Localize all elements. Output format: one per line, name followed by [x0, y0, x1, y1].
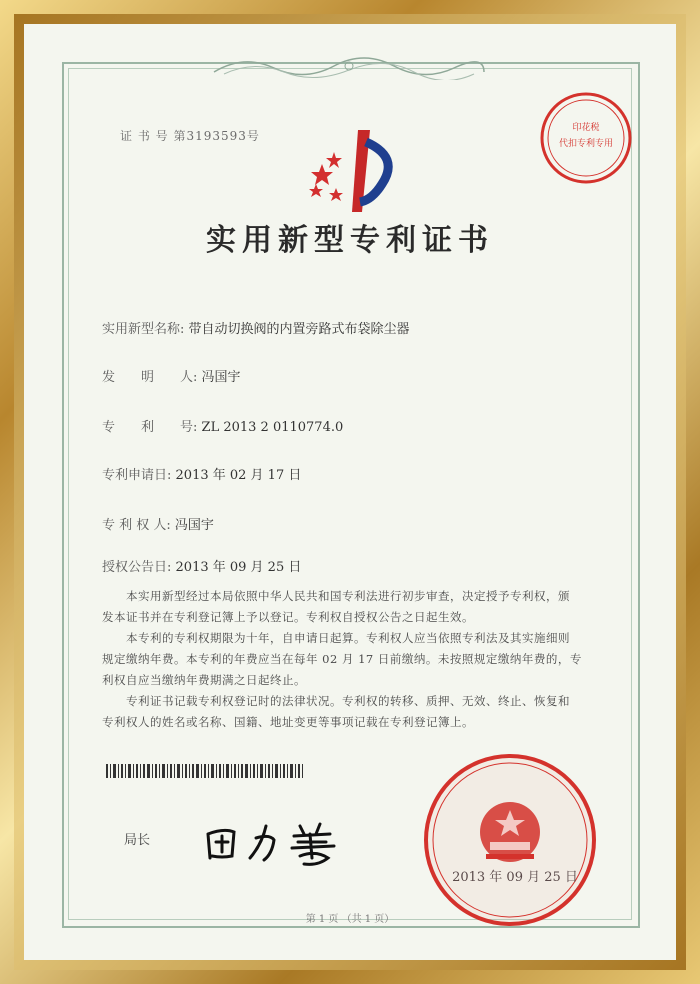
signature-icon [200, 812, 400, 872]
field-value: 带自动切换阀的内置旁路式布袋除尘器 [188, 322, 410, 337]
field-label: 实用新型名称: [102, 322, 185, 337]
director-label: 局长 [124, 833, 151, 848]
ornament-scroll-icon [204, 54, 494, 80]
field-label: 专 利 号: [102, 420, 198, 435]
field-grant-date [102, 556, 301, 575]
field-application-date [102, 464, 301, 483]
field-patent-number [102, 416, 343, 435]
field-value: 冯国宇 [201, 370, 241, 385]
body-line: 本实用新型经过本局依照中华人民共和国专利法进行初步审查，决定授予专利权，颁 [102, 589, 570, 603]
field-label: 专利申请日: [102, 468, 172, 483]
field-inventor [102, 366, 241, 385]
field-label: 发 明 人: [102, 370, 198, 385]
body-line: 专利证书记载专利权登记时的法律状况。专利权的转移、质押、无效、终止、恢复和 [102, 694, 570, 708]
certificate-body [102, 586, 602, 733]
certificate-title: 实用新型专利证书 [206, 223, 494, 258]
barcode-icon [106, 764, 306, 778]
page-number: 第 1 页 （共 1 页） [305, 914, 395, 925]
certificate-number: 证 书 号 第3193593号 [120, 129, 260, 143]
patent-office-logo-icon [300, 122, 400, 222]
field-value: ZL 2013 2 0110774.0 [201, 420, 344, 435]
field-value: 冯国宇 [174, 518, 214, 533]
certificate-paper [24, 24, 676, 960]
svg-text:代扣专利专用: 代扣专利专用 [558, 139, 614, 149]
body-line: 本专利的专利权期限为十年，自申请日起算。专利权人应当依照专利法及其实施细则 [102, 631, 570, 645]
field-value: 2013 年 09 月 25 日 [175, 560, 302, 575]
body-line: 发本证书并在专利登记簿上予以登记。专利权自授权公告之日起生效。 [102, 610, 474, 624]
field-label: 授权公告日: [102, 560, 172, 575]
field-value: 2013 年 02 月 17 日 [175, 468, 302, 483]
body-line: 专利权人的姓名或名称、国籍、地址变更等事项记载在专利登记簿上。 [102, 715, 474, 729]
agency-seal-icon [536, 88, 636, 188]
field-patentee [102, 514, 214, 533]
svg-text:印花税: 印花税 [572, 123, 600, 133]
seal-date: 2013 年 09 月 25 日 [452, 870, 578, 885]
body-line: 规定缴纳年费。本专利的年费应当在每年 02 月 17 日前缴纳。未按照规定缴纳年费的，专 [102, 652, 582, 666]
field-label: 专 利 权 人: [102, 518, 171, 533]
field-utility-name [102, 318, 410, 337]
national-ip-office-seal-icon [420, 750, 600, 930]
body-line: 利权自应当缴纳年费期满之日起终止。 [102, 673, 306, 687]
